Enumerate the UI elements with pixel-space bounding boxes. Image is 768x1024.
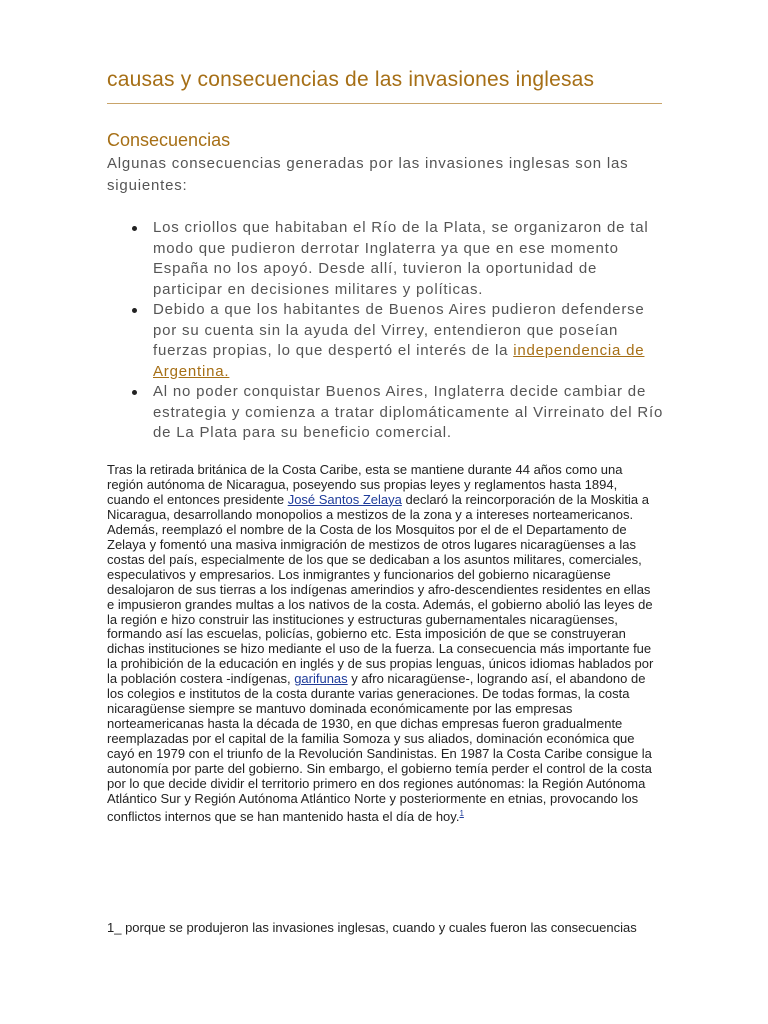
body-text-part: y afro nicaragüense-, logrando así, el abandono de los colegios e institutos de la costa durante varias generaciones. De todas formas, la costa nicaragüense siempre se mantuvo dominada económicamente por las empresas norteamericanas hasta la década de 1930, en que dichas empresas fueron gradualmente reemplazadas por el capital de la familia Somoza y sus aliados, dominación económica que cayó en 1979 con el triunfo de la Revolución Sandinistas. En 1987 la Costa Caribe consigue la autonomía por parte del gobierno. Sin embargo, el gobierno temía perder el control de la costa por lo que decide dividir el territorio primero en dos regiones autónomas: la Región Autónoma Atlántico Sur y Región Autónoma Atlántico Norte y posteriormente en etnias, provocando los conflictos internos que se han mantenido hasta el día de hoy. xyxy=(107,671,652,824)
body-paragraph xyxy=(107,463,655,825)
list-item-text: Debido a que los habitantes de Buenos Aires pudieron defenderse por su cuenta sin la ayuda del Virrey, entendieron que poseían fuerzas propias, lo que despertó el interés de la xyxy=(153,301,645,359)
bullet-dot-icon xyxy=(132,390,137,395)
consequences-list xyxy=(130,218,670,444)
list-item xyxy=(130,218,670,300)
independencia-link[interactable]: independencia de Argentina. xyxy=(153,342,645,380)
list-item xyxy=(130,300,670,382)
footnote-link[interactable]: 1 xyxy=(459,808,464,818)
body-text-part: Tras la retirada británica de la Costa Caribe, esta se mantiene durante 44 años como una región autónoma de Nicaragua, poseyendo sus propias leyes y reglamentos hasta 1894, cuando el entonces presidente xyxy=(107,462,623,507)
garifunas-link[interactable]: garifunas xyxy=(294,671,348,687)
intro-paragraph: Algunas consecuencias generadas por las invasiones inglesas son las siguientes: xyxy=(107,155,629,194)
bullet-dot-icon xyxy=(132,226,137,231)
bullet-dot-icon xyxy=(132,308,137,313)
jose-santos-zelaya-link[interactable]: José Santos Zelaya xyxy=(287,491,402,507)
list-item-text: Los criollos que habitaban el Río de la Plata, se organizaron de tal modo que pudieron derrotar Inglaterra ya que en ese momento España no los apoyó. Desde allí, tuvieron la oportunidad de participar en decisiones militares y políticas. xyxy=(153,219,649,298)
list-item-text: Al no poder conquistar Buenos Aires, Inglaterra decide cambiar de estrategia y comienza a tratar diplomáticamente al Virreinato del Río de La Plata para su beneficio comercial. xyxy=(153,383,664,441)
body-text-part: declaró la reincorporación de la Moskitia a Nicaragua, desarrollando monopolios a mestizos de la zona y a intereses norteamericanos. Además, reemplazó el nombre de la Costa de los Mosquitos por el de el Departamento de Zelaya y fomentó una masiva inmigración de mestizos de otros lugares nicaragüenses a las costas del país, especialmente de los que se dedicaban a los asuntos militares, comerciales, especulativos y empresarios. Los inmigrantes y funcionarios del gobierno nicaragüense desalojaron de sus tierras a los indígenas amerindios y afro-descendientes residentes en ellas e impusieron grandes multas a los nativos de la costa. Además, el gobierno abolió las leyes de la región e hizo construir las instituciones y estructuras gubernamentales nicaragüenses, formando así las escuelas, policías, gobierno etc. Esta imposición de que se construyeran dichas instituciones se hizo mediante el uso de la fuerza. La consecuencia más importante fue la prohibición de la educación en inglés y de sus propias lenguas, únicos idiomas hablados por la población costera -indígenas, xyxy=(107,491,654,687)
question-text: 1_ porque se produjeron las invasiones inglesas, cuando y cuales fueron las consecuencias xyxy=(107,920,637,935)
list-item xyxy=(130,382,670,444)
page-title: causas y consecuencias de las invasiones inglesas xyxy=(107,68,595,91)
title-divider xyxy=(107,103,662,104)
section-heading: Consecuencias xyxy=(107,130,231,150)
